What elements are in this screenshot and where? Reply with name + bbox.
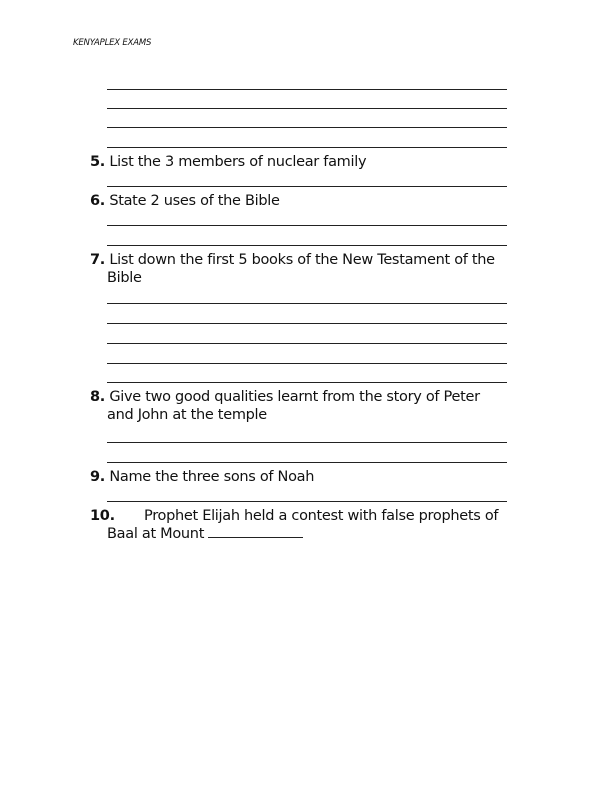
- answer-line: [107, 382, 507, 383]
- question-text-continued: and John at the temple: [107, 407, 267, 423]
- question-number: 8.: [90, 389, 105, 405]
- answer-line: [107, 501, 507, 502]
- question-number: 5.: [90, 154, 105, 170]
- answer-line: [107, 108, 507, 109]
- answer-line: [107, 245, 507, 246]
- question-6: [90, 192, 538, 210]
- answer-line: [107, 462, 507, 463]
- question-text: List down the first 5 books of the New Testament of the: [109, 252, 495, 268]
- answer-line: [107, 323, 507, 324]
- question-text-line: Baal at Mount: [107, 526, 205, 542]
- question-number: 6.: [90, 193, 105, 209]
- page-header: KENYAPLEX EXAMS: [73, 38, 152, 48]
- question-10: [90, 507, 538, 543]
- question-8: [90, 388, 538, 424]
- question-text-continued: Bible: [107, 270, 142, 286]
- answer-line: [107, 225, 507, 226]
- question-text: Prophet Elijah held a contest with false prophets of: [144, 508, 499, 524]
- answer-line: [107, 363, 507, 364]
- question-text-continued: [90, 525, 538, 543]
- answer-line: [107, 186, 507, 187]
- question-text: List the 3 members of nuclear family: [109, 154, 367, 170]
- answer-line: [107, 147, 507, 148]
- answer-line: [107, 442, 507, 443]
- question-text: Give two good qualities learnt from the story of Peter: [109, 389, 480, 405]
- answer-line: [107, 89, 507, 90]
- question-number: 10.: [90, 508, 115, 524]
- question-9: [90, 468, 538, 486]
- answer-line: [107, 303, 507, 304]
- answer-line: [107, 127, 507, 128]
- question-7: [90, 251, 538, 287]
- question-number: 9.: [90, 469, 105, 485]
- question-text: Name the three sons of Noah: [109, 469, 315, 485]
- question-number: 7.: [90, 252, 105, 268]
- answer-line: [107, 343, 507, 344]
- question-text: State 2 uses of the Bible: [109, 193, 280, 209]
- fill-in-blank: [208, 525, 303, 538]
- question-5: [90, 153, 538, 171]
